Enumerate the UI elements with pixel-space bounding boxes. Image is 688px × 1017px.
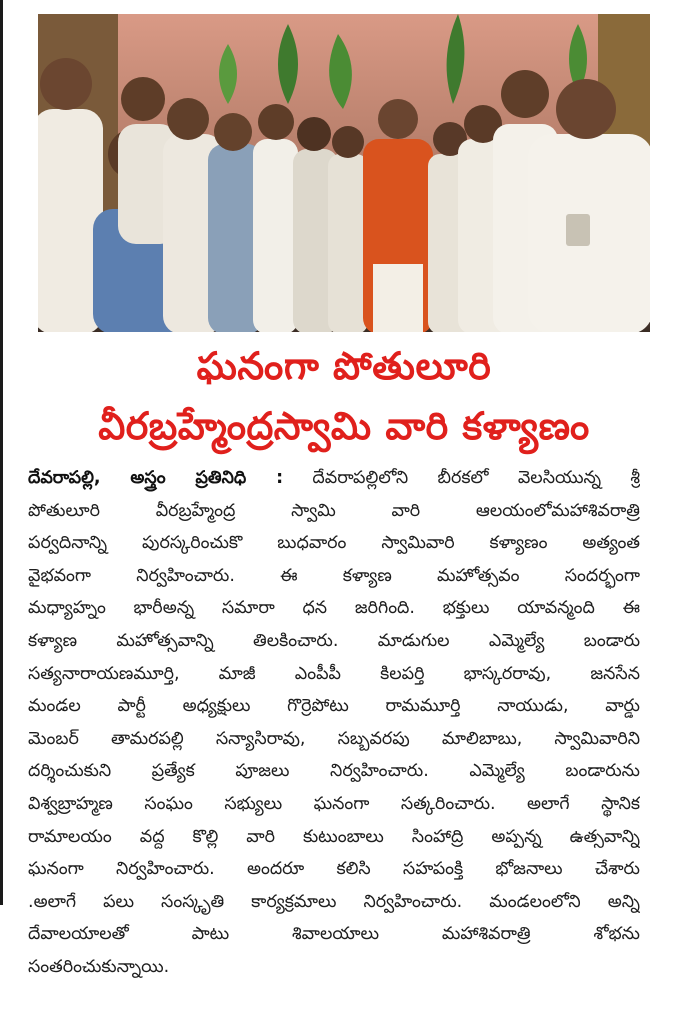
article-body (28, 462, 640, 984)
body-line-1-text: దేవరాపల్లిలోని బీరకలో వెలసియున్న శ్రీ (283, 468, 640, 488)
headline-line-1: ఘనంగా పోతులూరి (196, 344, 492, 388)
body-line-4: వైభవంగా నిర్వహించారు. ఈ కళ్యాణ మహోత్సవం సందర్భంగా (28, 565, 640, 586)
column-rule (0, 0, 3, 905)
body-line-13: ఘనంగా నిర్వహించారు. అందరూ కలిసి సహపంక్తి భోజనాలు చేశారు (28, 859, 640, 880)
body-line-12: రామాలయం వద్ద కొల్లి వారి కుటుంబాలు సింహాద్రి అప్పన్న ఉత్సవాన్ని (28, 826, 640, 847)
body-line-5: మధ్యాహ్నం భారీఅన్న సమారా ధన జరిగింది. భక్తులు యావన్మంది ఈ (28, 598, 640, 619)
headline-line-2: వీరబ్రహ్మేంద్రస్వామి వారి కళ్యాణం (98, 404, 590, 448)
body-line-1 (28, 462, 640, 495)
body-line-7: సత్యనారాయణమూర్తి, మాజీ ఎంపీపీ కిలపర్తి భాస్కరరావు, జనసేన (28, 663, 640, 684)
body-line-9: మెంబర్ తామరపల్లి సన్యాసిరావు, సబ్బవరపు మాలిబాబు, స్వామివారిని (28, 728, 640, 749)
body-line-3: పర్వదినాన్ని పురస్కరించుకొ బుధవారం స్వామివారి కళ్యాణం అత్యంత (28, 533, 640, 554)
body-line-6: కళ్యాణ మహోత్సవాన్ని తిలకించారు. మాడుగుల ఎమ్మెల్యే బండారు (28, 630, 640, 651)
body-line-16: సంతరించుకున్నాయి. (28, 956, 170, 977)
body-line-11: విశ్వబ్రాహ్మణ సంఘం సభ్యులు ఘనంగా సత్కరించారు. అలాగే స్థానిక (28, 793, 640, 814)
byline: దేవరాపల్లి, అస్త్రం ప్రతినిధి : (28, 468, 284, 488)
body-line-15: దేవాలయాలతో పాటు శివాలయాలు మహాశివరాత్రి శోభను (28, 924, 640, 945)
body-line-2: పోతులూరి వీరబ్రహ్మేంద్ర స్వామి వారి ఆలయంలోమహాశివరాత్రి (28, 500, 640, 521)
group-photo-illustration (38, 14, 650, 332)
body-line-10: దర్శించుకుని ప్రత్యేక పూజలు నిర్వహించారు. ఎమ్మెల్యే బండారును (28, 761, 640, 782)
article-photo (38, 14, 650, 332)
body-line-8: మండల పార్టీ అధ్యక్షులు గొర్రెపోటు రామమూర్తి నాయుడు, వార్డు (28, 696, 640, 717)
body-line-14: .అలాగే పలు సంస్కృతి కార్యక్రమాలు నిర్వహించారు. మండలంలోని అన్ని (28, 891, 640, 912)
